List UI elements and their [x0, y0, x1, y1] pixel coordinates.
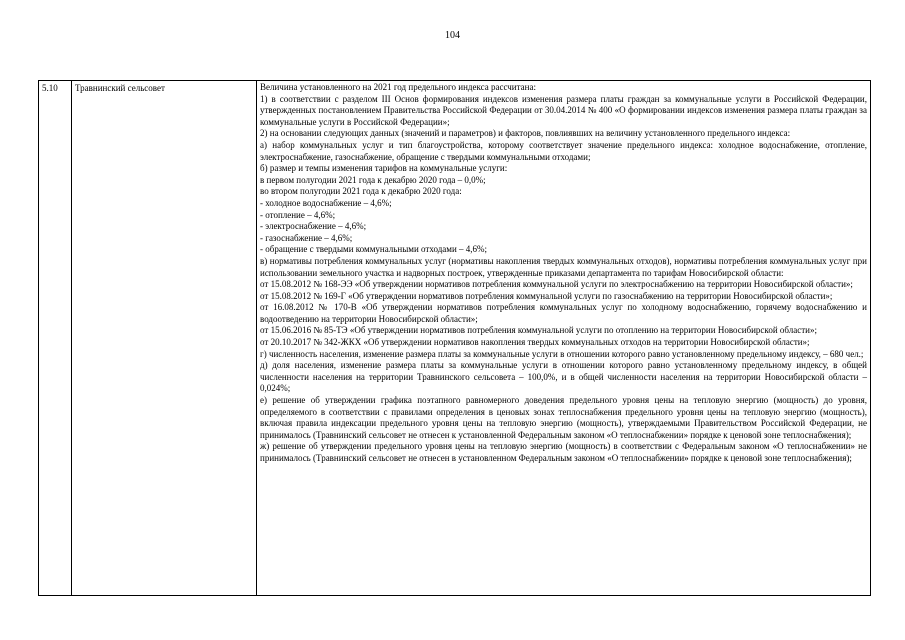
list-item: - холодное водоснабжение – 4,6%; — [260, 197, 392, 208]
list-item: - отопление – 4,6%; — [260, 209, 336, 220]
list-item: - электроснабжение – 4,6%; — [260, 221, 367, 232]
row-number: 5.10 — [39, 81, 72, 596]
index-description — [257, 81, 871, 596]
paragraph: от 15.08.2012 № 168-ЭЭ «Об утверждении нормативов потребления коммунальной услуги по электроснабжению на территории Новосибирской области»; — [260, 279, 853, 290]
paragraph: б) размер и темпы изменения тарифов на коммунальные услуги: — [260, 163, 508, 174]
paragraph: 1) в соответствии с разделом III Основ формирования индексов изменения размера платы граждан за коммунальные услуги в Российской Федерации, утвержденных постановлением Правительства Российской Федерации от 30.04.2014 № 400 «О формировании индексов изменения размера платы граждан за коммунальные услуги в Российской Федерации»; — [260, 93, 867, 127]
paragraph: е) решение об утверждении графика поэтапного равномерного доведения предельного уровня цены на тепловую энергию (мощность) до уровня, определяемого в соответствии с правилами определения в ценовых зонах теплоснабжения предельного уровня цены на тепловую энергию (мощность), включая правила индексации предельного уровня цены на тепловую энергию (мощность), утверждаемыми Правительством Российской Федерации, не принималось (Травнинский сельсовет не отнесен к установленной Федеральным законом «О теплоснабжении» порядке к ценовой зоне теплоснабжения); — [260, 395, 867, 440]
paragraph: д) доля населения, изменение размера платы за коммунальные услуги в отношении которого равно установленному предельному индексу, в общей численности населения на территории Травнинского сельсовета – 100,0%, и в общей численности населения на территории Новосибирской области – 0,024%; — [260, 360, 867, 394]
paragraph: в первом полугодии 2021 года к декабрю 2020 года – 0,0%; — [260, 174, 486, 185]
list-item: - газоснабжение – 4,6%; — [260, 232, 353, 243]
paragraph: от 20.10.2017 № 342-ЖКХ «Об утверждении нормативов накопления твердых коммунальных отходов на территории Новосибирской области»; — [260, 337, 810, 348]
list-item: - обращение с твердыми коммунальными отходами – 4,6%; — [260, 244, 488, 255]
paragraph: от 15.08.2012 № 169-Г «Об утверждении нормативов потребления коммунальной услуги по газоснабжению на территории Новосибирской области»; — [260, 290, 833, 301]
paragraph: от 16.08.2012 № 170-В «Об утверждении нормативов потребления коммунальных услуг по холодному водоснабжению, горячему водоснабжению и водоотведению на территории Новосибирской области»; — [260, 302, 867, 324]
paragraph: от 15.06.2016 № 85-ТЭ «Об утверждении нормативов потребления коммунальной услуги по отоплению на территории Новосибирской области»; — [260, 325, 817, 336]
table-row — [39, 81, 871, 596]
paragraph: а) набор коммунальных услуг и тип благоустройства, которому соответствует значение предельного индекса: холодное водоснабжение, отопление, электроснабжение, газоснабжение, обращение с твердыми коммунальными отходами; — [260, 139, 867, 162]
paragraph: во втором полугодии 2021 года к декабрю 2020 года: — [260, 186, 462, 197]
document-table — [38, 80, 871, 596]
paragraph: 2) на основании следующих данных (значений и параметров) и факторов, повлиявших на величину установленного предельного индекса: — [260, 128, 791, 139]
municipality-name: Травнинский сельсовет — [72, 81, 257, 596]
paragraph: ж) решение об утверждении предельного уровня цены на тепловую энергию (мощность) в соответствии с Федеральным законом «О теплоснабжении» не принималось (Травнинский сельсовет не отнесен в установленном Федеральным законом «О теплоснабжении» порядке к ценовой зоне теплоснабжения); — [260, 441, 867, 463]
paragraph: в) нормативы потребления коммунальных услуг (нормативы накопления твердых коммунальных отходов), нормативы потребления коммунальных услуг при использовании земельного участка и надворных построек, утвержденные приказами департамента по тарифам Новосибирской области: — [260, 255, 867, 278]
paragraph: г) численность населения, изменение размера платы за коммунальные услуги в отношении которого равно установленному предельному индексу, – 680 чел.; — [260, 348, 864, 359]
page-number: 104 — [445, 30, 460, 41]
paragraph: Величина установленного на 2021 год предельного индекса рассчитана: — [260, 82, 536, 92]
